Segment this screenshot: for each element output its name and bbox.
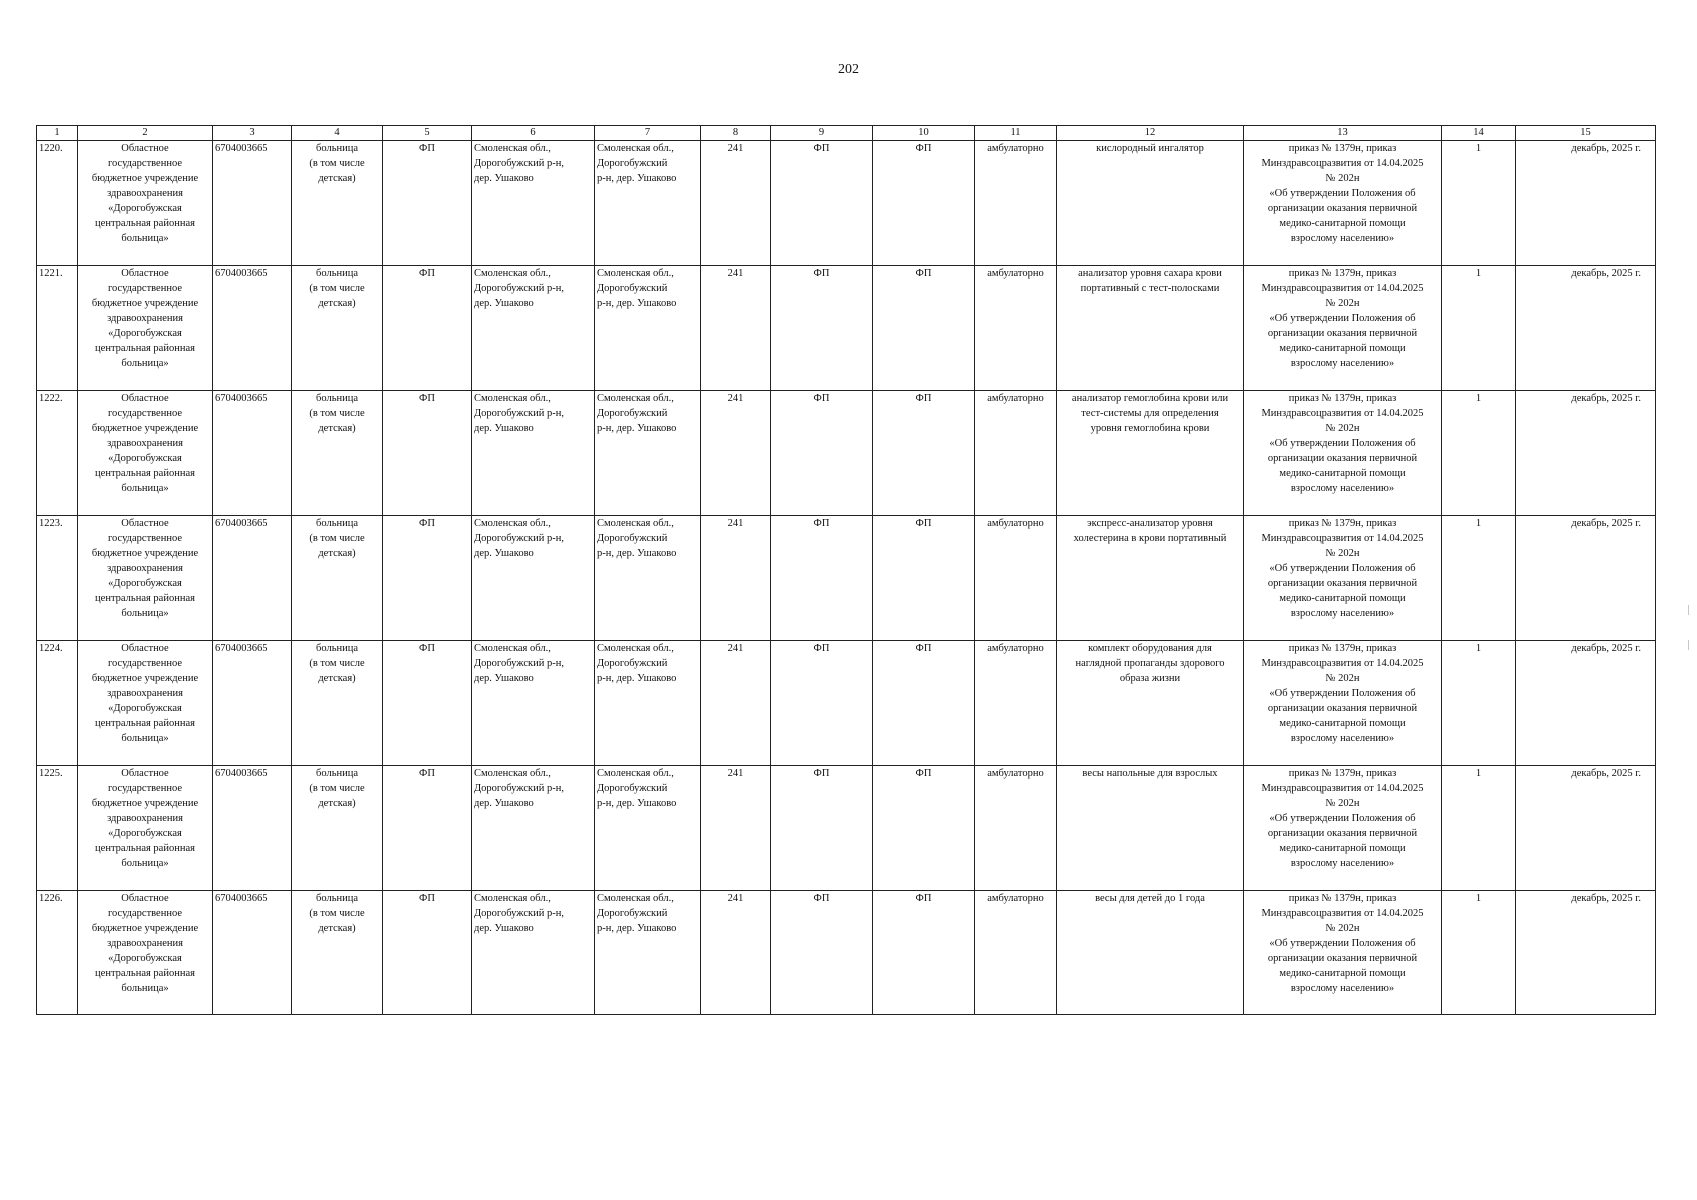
inn: 6704003665	[213, 391, 292, 516]
unit-type: ФП	[383, 516, 472, 641]
legal-basis: приказ № 1379н, приказ Минздравсоцразвития от 14.04.2025 № 202н «Об утверждении Положения об организации оказания первичной медико-санитарной помощи взрослому населению»	[1261, 768, 1424, 869]
column-header: 10	[873, 126, 975, 141]
column-header: 6	[472, 126, 595, 141]
equipment-name: комплект оборудования для наглядной пропаганды здорового образа жизни	[1075, 643, 1225, 684]
equipment-name: весы для детей до 1 года	[1095, 893, 1205, 904]
unit-col10: ФП	[873, 141, 975, 266]
scan-artifact	[1688, 640, 1689, 650]
column-header: 7	[595, 126, 701, 141]
organization-name: Областное государственное бюджетное учреждение здравоохранения «Дорогобужская центральная районная больница»	[91, 518, 199, 619]
quantity: 1	[1442, 516, 1516, 641]
actual-address: Смоленская обл., Дорогобужский р-н, дер. Ушаково	[597, 518, 677, 559]
care-form: амбулаторно	[975, 266, 1057, 391]
organization-name: Областное государственное бюджетное учреждение здравоохранения «Дорогобужская центральная районная больница»	[91, 768, 199, 869]
column-header: 4	[292, 126, 383, 141]
unit-col10: ФП	[873, 266, 975, 391]
facility-type: больница (в том числе детская)	[309, 768, 365, 809]
table-row	[37, 391, 1656, 516]
legal-address: Смоленская обл., Дорогобужский р-н, дер. Ушаково	[474, 643, 564, 684]
code: 241	[701, 891, 771, 1015]
deadline: декабрь, 2025 г.	[1516, 141, 1656, 266]
facility-type: больница (в том числе детская)	[309, 393, 365, 434]
actual-address: Смоленская обл., Дорогобужский р-н, дер. Ушаково	[597, 393, 677, 434]
inn: 6704003665	[213, 641, 292, 766]
row-number: 1222.	[37, 391, 78, 516]
organization-name: Областное государственное бюджетное учреждение здравоохранения «Дорогобужская центральная районная больница»	[91, 643, 199, 744]
equipment-name: экспресс-анализатор уровня холестерина в крови портативный	[1073, 518, 1227, 544]
scan-artifact	[1688, 605, 1689, 615]
equipment-name: анализатор уровня сахара крови портативный с тест-полосками	[1078, 268, 1222, 294]
care-form: амбулаторно	[975, 391, 1057, 516]
quantity: 1	[1442, 141, 1516, 266]
row-number: 1226.	[37, 891, 78, 1015]
organization-name: Областное государственное бюджетное учреждение здравоохранения «Дорогобужская центральная районная больница»	[91, 393, 199, 494]
actual-address: Смоленская обл., Дорогобужский р-н, дер. Ушаково	[597, 768, 677, 809]
inn: 6704003665	[213, 141, 292, 266]
legal-basis: приказ № 1379н, приказ Минздравсоцразвития от 14.04.2025 № 202н «Об утверждении Положения об организации оказания первичной медико-санитарной помощи взрослому населению»	[1261, 268, 1424, 369]
unit-col10: ФП	[873, 516, 975, 641]
legal-basis: приказ № 1379н, приказ Минздравсоцразвития от 14.04.2025 № 202н «Об утверждении Положения об организации оказания первичной медико-санитарной помощи взрослому населению»	[1261, 643, 1424, 744]
care-form: амбулаторно	[975, 141, 1057, 266]
code: 241	[701, 641, 771, 766]
table-row	[37, 766, 1656, 891]
column-header: 2	[78, 126, 213, 141]
inn: 6704003665	[213, 266, 292, 391]
column-header: 5	[383, 126, 472, 141]
unit-col9: ФП	[771, 641, 873, 766]
page-number: 202	[838, 62, 859, 77]
inn: 6704003665	[213, 516, 292, 641]
care-form: амбулаторно	[975, 516, 1057, 641]
inn: 6704003665	[213, 891, 292, 1015]
column-header: 13	[1244, 126, 1442, 141]
table-row	[37, 141, 1656, 266]
legal-address: Смоленская обл., Дорогобужский р-н, дер. Ушаково	[474, 518, 564, 559]
row-number: 1223.	[37, 516, 78, 641]
row-number: 1220.	[37, 141, 78, 266]
column-header: 14	[1442, 126, 1516, 141]
legal-address: Смоленская обл., Дорогобужский р-н, дер. Ушаково	[474, 768, 564, 809]
unit-type: ФП	[383, 766, 472, 891]
table-row	[37, 266, 1656, 391]
facility-type: больница (в том числе детская)	[309, 143, 365, 184]
code: 241	[701, 391, 771, 516]
legal-basis: приказ № 1379н, приказ Минздравсоцразвития от 14.04.2025 № 202н «Об утверждении Положения об организации оказания первичной медико-санитарной помощи взрослому населению»	[1261, 518, 1424, 619]
table-row	[37, 891, 1656, 1015]
legal-basis: приказ № 1379н, приказ Минздравсоцразвития от 14.04.2025 № 202н «Об утверждении Положения об организации оказания первичной медико-санитарной помощи взрослому населению»	[1261, 393, 1424, 494]
column-header: 1	[37, 126, 78, 141]
care-form: амбулаторно	[975, 641, 1057, 766]
unit-col10: ФП	[873, 766, 975, 891]
deadline: декабрь, 2025 г.	[1516, 641, 1656, 766]
column-header: 11	[975, 126, 1057, 141]
column-header: 12	[1057, 126, 1244, 141]
equipment-name: анализатор гемоглобина крови или тест-системы для определения уровня гемоглобина крови	[1071, 393, 1229, 434]
unit-type: ФП	[383, 641, 472, 766]
unit-type: ФП	[383, 141, 472, 266]
actual-address: Смоленская обл., Дорогобужский р-н, дер. Ушаково	[597, 268, 677, 309]
actual-address: Смоленская обл., Дорогобужский р-н, дер. Ушаково	[597, 143, 677, 184]
deadline: декабрь, 2025 г.	[1516, 766, 1656, 891]
quantity: 1	[1442, 641, 1516, 766]
organization-name: Областное государственное бюджетное учреждение здравоохранения «Дорогобужская центральная районная больница»	[91, 143, 199, 244]
code: 241	[701, 766, 771, 891]
quantity: 1	[1442, 891, 1516, 1015]
row-number: 1221.	[37, 266, 78, 391]
unit-col9: ФП	[771, 391, 873, 516]
actual-address: Смоленская обл., Дорогобужский р-н, дер. Ушаково	[597, 643, 677, 684]
column-number-row	[37, 126, 1656, 141]
care-form: амбулаторно	[975, 766, 1057, 891]
equipment-name: весы напольные для взрослых	[1082, 768, 1218, 779]
code: 241	[701, 516, 771, 641]
column-header: 9	[771, 126, 873, 141]
quantity: 1	[1442, 391, 1516, 516]
unit-type: ФП	[383, 891, 472, 1015]
code: 241	[701, 266, 771, 391]
quantity: 1	[1442, 766, 1516, 891]
table-row	[37, 516, 1656, 641]
unit-col9: ФП	[771, 891, 873, 1015]
organization-name: Областное государственное бюджетное учреждение здравоохранения «Дорогобужская центральная районная больница»	[91, 893, 199, 994]
column-header: 3	[213, 126, 292, 141]
equipment-name: кислородный ингалятор	[1096, 143, 1204, 154]
column-header: 15	[1516, 126, 1656, 141]
row-number: 1224.	[37, 641, 78, 766]
legal-basis: приказ № 1379н, приказ Минздравсоцразвития от 14.04.2025 № 202н «Об утверждении Положения об организации оказания первичной медико-санитарной помощи взрослому населению»	[1261, 893, 1424, 994]
table-row	[37, 641, 1656, 766]
legal-address: Смоленская обл., Дорогобужский р-н, дер. Ушаково	[474, 393, 564, 434]
unit-type: ФП	[383, 391, 472, 516]
legal-address: Смоленская обл., Дорогобужский р-н, дер. Ушаково	[474, 143, 564, 184]
row-number: 1225.	[37, 766, 78, 891]
deadline: декабрь, 2025 г.	[1516, 516, 1656, 641]
equipment-registry-table	[36, 125, 1656, 1015]
code: 241	[701, 141, 771, 266]
unit-type: ФП	[383, 266, 472, 391]
unit-col9: ФП	[771, 766, 873, 891]
unit-col9: ФП	[771, 266, 873, 391]
actual-address: Смоленская обл., Дорогобужский р-н, дер. Ушаково	[597, 893, 677, 934]
unit-col10: ФП	[873, 891, 975, 1015]
deadline: декабрь, 2025 г.	[1516, 891, 1656, 1015]
unit-col9: ФП	[771, 516, 873, 641]
facility-type: больница (в том числе детская)	[309, 268, 365, 309]
quantity: 1	[1442, 266, 1516, 391]
column-header: 8	[701, 126, 771, 141]
facility-type: больница (в том числе детская)	[309, 643, 365, 684]
unit-col10: ФП	[873, 391, 975, 516]
legal-address: Смоленская обл., Дорогобужский р-н, дер. Ушаково	[474, 893, 564, 934]
facility-type: больница (в том числе детская)	[309, 518, 365, 559]
organization-name: Областное государственное бюджетное учреждение здравоохранения «Дорогобужская центральная районная больница»	[91, 268, 199, 369]
deadline: декабрь, 2025 г.	[1516, 391, 1656, 516]
unit-col10: ФП	[873, 641, 975, 766]
deadline: декабрь, 2025 г.	[1516, 266, 1656, 391]
facility-type: больница (в том числе детская)	[309, 893, 365, 934]
inn: 6704003665	[213, 766, 292, 891]
legal-basis: приказ № 1379н, приказ Минздравсоцразвития от 14.04.2025 № 202н «Об утверждении Положения об организации оказания первичной медико-санитарной помощи взрослому населению»	[1261, 143, 1424, 244]
care-form: амбулаторно	[975, 891, 1057, 1015]
unit-col9: ФП	[771, 141, 873, 266]
legal-address: Смоленская обл., Дорогобужский р-н, дер. Ушаково	[474, 268, 564, 309]
